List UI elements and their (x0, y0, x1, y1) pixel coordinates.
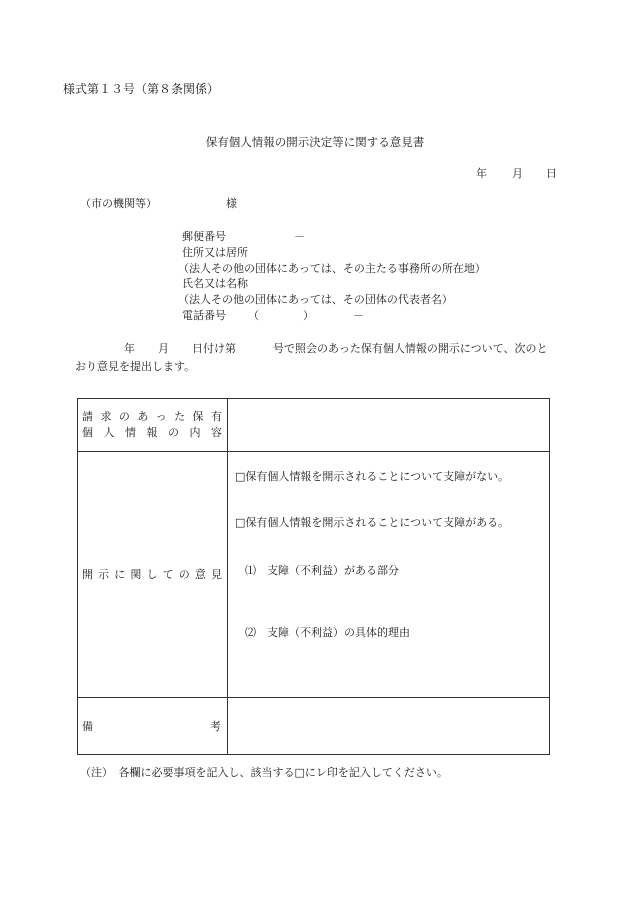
form-number: 様式第１３号（第８条関係） (63, 82, 220, 96)
document-title: 保有個人情報の開示決定等に関する意見書 (205, 135, 425, 149)
option-no-problem[interactable]: □保有個人情報を開示されることについて支障がない。 (235, 470, 510, 483)
body-year: 年 (124, 342, 135, 355)
body-month: 月 (158, 342, 169, 355)
body-line-1 (75, 340, 555, 358)
date-year: 年 (476, 167, 487, 180)
address-note: （法人その他の団体にあっては、その主たる事務所の所在地） (178, 261, 486, 275)
remarks-label-right: 考 (210, 720, 221, 733)
phone-open: （ (248, 308, 259, 322)
remarks-label (78, 698, 228, 755)
remarks-field[interactable] (228, 698, 550, 755)
postal-label: 郵便番号 (182, 230, 226, 243)
item-problem-reason: ⑵ 支障（不利益）の具体的理由 (245, 626, 410, 639)
table-row-opinion (78, 452, 550, 698)
phone-close: ） (303, 308, 314, 322)
date-day: 日 (546, 167, 557, 180)
body-line-2: おり意見を提出します。 (75, 360, 196, 373)
postal-dash: － (294, 230, 305, 243)
opinion-label: 開示に関しての意見 (78, 452, 228, 698)
body-number: 号で照会のあった保有個人情報の開示について、次のと (273, 342, 548, 355)
address-label: 住所又は居所 (182, 245, 248, 259)
name-note: （法人その他の団体にあっては、その団体の代表者名） (178, 293, 453, 307)
opinion-field[interactable] (228, 452, 550, 698)
request-content-field[interactable] (228, 399, 550, 452)
addressee-honorific: 様 (226, 197, 237, 210)
option-has-problem[interactable]: □保有個人情報を開示されることについて支障がある。 (235, 516, 510, 529)
phone-label: 電話番号 (182, 308, 226, 322)
remarks-label-left: 備 (82, 720, 93, 733)
date-month: 月 (512, 167, 523, 180)
body-paragraph (75, 340, 555, 376)
addressee-org: （市の機関等） (80, 197, 157, 210)
opinion-table (77, 398, 550, 755)
table-row-remarks (78, 698, 550, 755)
item-problem-part: ⑴ 支障（不利益）がある部分 (245, 564, 399, 577)
request-label-line2: 個人情報の内容 (82, 426, 222, 439)
table-row-request (78, 399, 550, 452)
applicant-block (178, 229, 490, 324)
request-label-line1: 請求のあった保有 (82, 410, 222, 423)
request-content-label (78, 399, 228, 452)
postal-line (182, 229, 490, 245)
name-label: 氏名又は名称 (182, 277, 248, 291)
phone-line (182, 308, 490, 324)
body-day-ref: 日付け第 (192, 342, 236, 355)
phone-dash: － (353, 308, 364, 322)
footnote: （注） 各欄に必要事項を記入し、該当する□にレ印を記入してください。 (80, 766, 448, 779)
